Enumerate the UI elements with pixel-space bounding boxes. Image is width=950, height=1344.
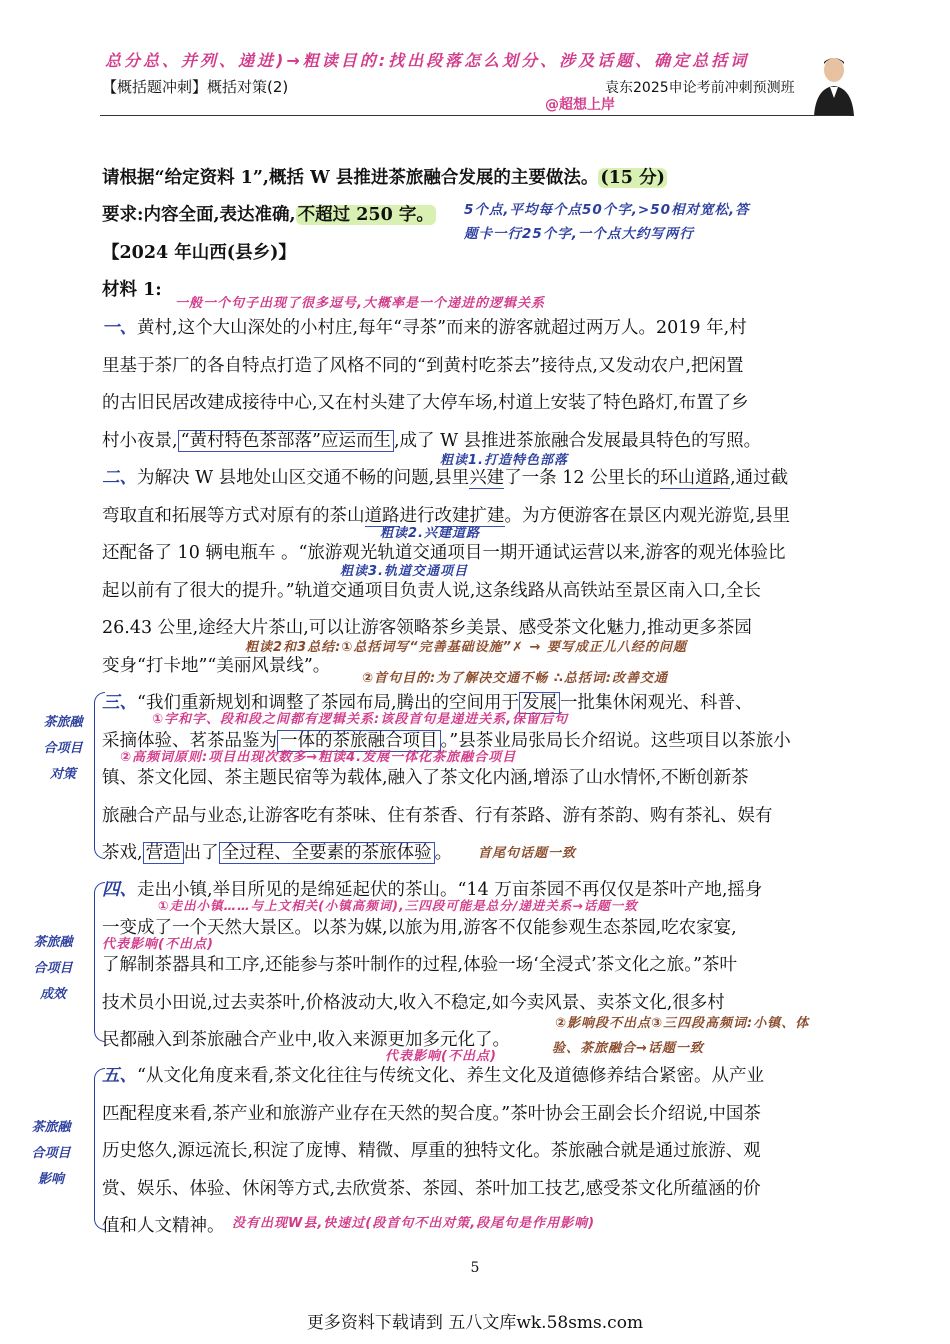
header-divider (100, 115, 850, 116)
para-marker: 二、 (102, 468, 137, 488)
word-limit: 不超过 250 字。 (297, 205, 434, 225)
note-impact-4: 代表影响(不出点) (385, 1049, 497, 1064)
note-walk-out: ①走出小镇……与上文相关(小镇高频词),三四段可能是总分/递进关系→话题一致 (158, 898, 638, 913)
side-label-results: 茶旅融 合项目 成效 (33, 935, 73, 1002)
footer-download-note[interactable]: 更多资料下载请到 五八文库wk.58sms.com (306, 1313, 644, 1333)
key-word-box: 营造 (143, 842, 184, 864)
paragraph-1: 一、黄村,这个大山深处的小村庄,每年“寻茶”而来的游客就超过两万人。2019 年,村 里基于茶厂的各自特点打造了风格不同的“到黄村吃茶去”接待点,又发动农户,把闲置 的古旧民居改建成接待中心,又在村头建了大停车场,村道上安装了特色路灯,布置了乡 村小夜景, “黄村特色茶部落”应运而生 ,成了 W 县推进茶旅融合发展最具特色的写照。 (102, 318, 762, 451)
para-marker: 一、 (102, 318, 137, 338)
para-marker: 三、 (102, 693, 137, 713)
source-tag: 【2024 年山西(县乡)】 (102, 243, 296, 263)
key-word-box: 发展 (519, 692, 560, 714)
note-frequency: ②高频词原则:项目出现次数多→粗读4.发展一体化茶旅融合项目 (120, 750, 517, 765)
note-summary-23: 粗读2和3总结:①总括词写“完善基础设施”✗ → 要写成正儿八经的问题 (245, 640, 687, 655)
handwritten-top-note: 总分总、并列、递进)→粗读目的:找出段落怎么划分、涉及话题、确定总括词 (105, 51, 750, 70)
note-logic-relation: ①字和字、段和段之间都有逻辑关系:该段首句是递进关系,保留后句 (152, 712, 569, 727)
note-skip: 没有出现W县,快速过(段首句不出对策,段尾句是作用影响) (232, 1216, 596, 1231)
note-word-count-1: 5个点,平均每个点50个字,>50相对宽松,答 (464, 202, 750, 218)
para-marker: 五、 (102, 1066, 137, 1086)
page-number: 5 (470, 1260, 480, 1276)
side-label-countermeasures: 茶旅融 合项目 对策 (43, 715, 83, 782)
para-marker: 四、 (102, 880, 137, 900)
paragraph-3: 三、“我们重新规划和调整了茶园布局,腾出的空间用于 发展 一批集休闲观光、科普、 采摘体验、茗茶品鉴为 一体的茶旅融合项目 。”县茶业局张局长介绍说。这些项目以茶旅小 镇、茶文化园、茶主题民宿等为载体,融入了茶文化内涵,增添了山水情怀,不断创新茶 旅融合产品与业态,让游客吃有茶味、住有茶香、行有茶路、游有茶韵、购有茶礼、娱有 茶戏, 营造 出了 全过程、全要素的茶旅体验 。 (102, 693, 791, 863)
question-score: (15 分) (600, 168, 665, 188)
header-stamp: @超想上岸 (545, 97, 615, 113)
key-phrase-box: 全过程、全要素的茶旅体验 (219, 842, 435, 864)
note-impact-1: 代表影响(不出点) (102, 937, 214, 952)
question-text: 请根据“给定资料 1”,概括 W 县推进茶旅融合发展的主要做法。 (15 分) (102, 168, 665, 188)
note-impact-2: ②影响段不出点③三四段高频词:小镇、体 (555, 1016, 810, 1031)
key-phrase-box: “黄村特色茶部落”应运而生 (178, 430, 394, 452)
header-title: 【概括题冲刺】概括对策(2) (102, 78, 289, 96)
note-word-count-2: 题卡一行25个字,一个点大约写两行 (464, 226, 694, 242)
note-impact-3: 验、茶旅融合→话题一致 (552, 1041, 704, 1056)
note-reading-3: 粗读3.轨道交通项目 (340, 564, 468, 579)
note-reading-1: 粗读1.打造特色部落 (440, 453, 568, 468)
note-reading-2: 粗读2.兴建道路 (380, 526, 480, 541)
material-label: 材料 1: (102, 280, 162, 300)
note-topic-consistent: 首尾句话题一致 (478, 846, 577, 861)
key-phrase-box: 一体的茶旅融合项目 (277, 730, 441, 752)
question-requirement: 要求:内容全面,表达准确, 不超过 250 字。 (102, 205, 434, 225)
paragraph-5: 五、“从文化角度来看,茶文化往往与传统文化、养生文化及道德修养结合紧密。从产业 匹配程度来看,茶产业和旅游产业存在天然的契合度。”茶叶协会王副会长介绍说,中国茶 历史悠久,源远流长,积淀了庞博、精微、厚重的独特文化。茶旅融合就是通过旅游、观 赏、娱乐、体验、休闲等方式,去欣赏茶、茶园、茶叶加工技艺,感受茶文化所蕴涵的价 值和人文精神。 (102, 1066, 765, 1236)
header-course-title: 袁东2025申论考前冲刺预测班 (605, 80, 795, 96)
paragraph-4: 四、走出小镇,举目所见的是绵延起伏的茶山。“14 万亩茶园不再仅仅是茶叶产地,摇身 一变成了一个天然大景区。以茶为媒,以旅为用,游客不仅能参观生态茶园,吃农家宴, 了解制茶器具和工序,还能参与茶叶制作的过程,体验一场‘全浸式’茶文化之旅。”茶叶 技术员小田说,过去卖茶叶,价格波动大,收入不稳定,如今卖风景、卖茶文化,很多村 民都融入到茶旅融合产业中,收入来源更加多元化了。 (102, 880, 763, 1050)
note-logic: 一般一个句子出现了很多逗号,大概率是一个递进的逻辑关系 (175, 296, 545, 311)
paragraph-2: 二、为解决 W 县地处山区交通不畅的问题,县里兴建了一条 12 公里长的环山道路,通过截 弯取直和拓展等方式对原有的茶山道路进行改建扩建。为方便游客在景区内观光游览,县里 还配备了 10 辆电瓶车 。“旅游观光轨道交通项目一期开通试运营以来,游客的观光体验比 起以前有了很大的提升。”轨道交通项目负责人说,这条线路从高铁站至景区南入口,全长 26.43 公里,途经大片茶山,可以让游客领略茶乡美景、感受茶文化魅力,推动更多茶园 变身“打卡地”“美丽风景线”。 (102, 468, 791, 676)
author-avatar (812, 54, 856, 116)
side-label-influence: 茶旅融 合项目 影响 (31, 1120, 71, 1187)
note-first-sentence: ②首句目的:为了解决交通不畅 ∴总括词:改善交通 (362, 671, 668, 686)
